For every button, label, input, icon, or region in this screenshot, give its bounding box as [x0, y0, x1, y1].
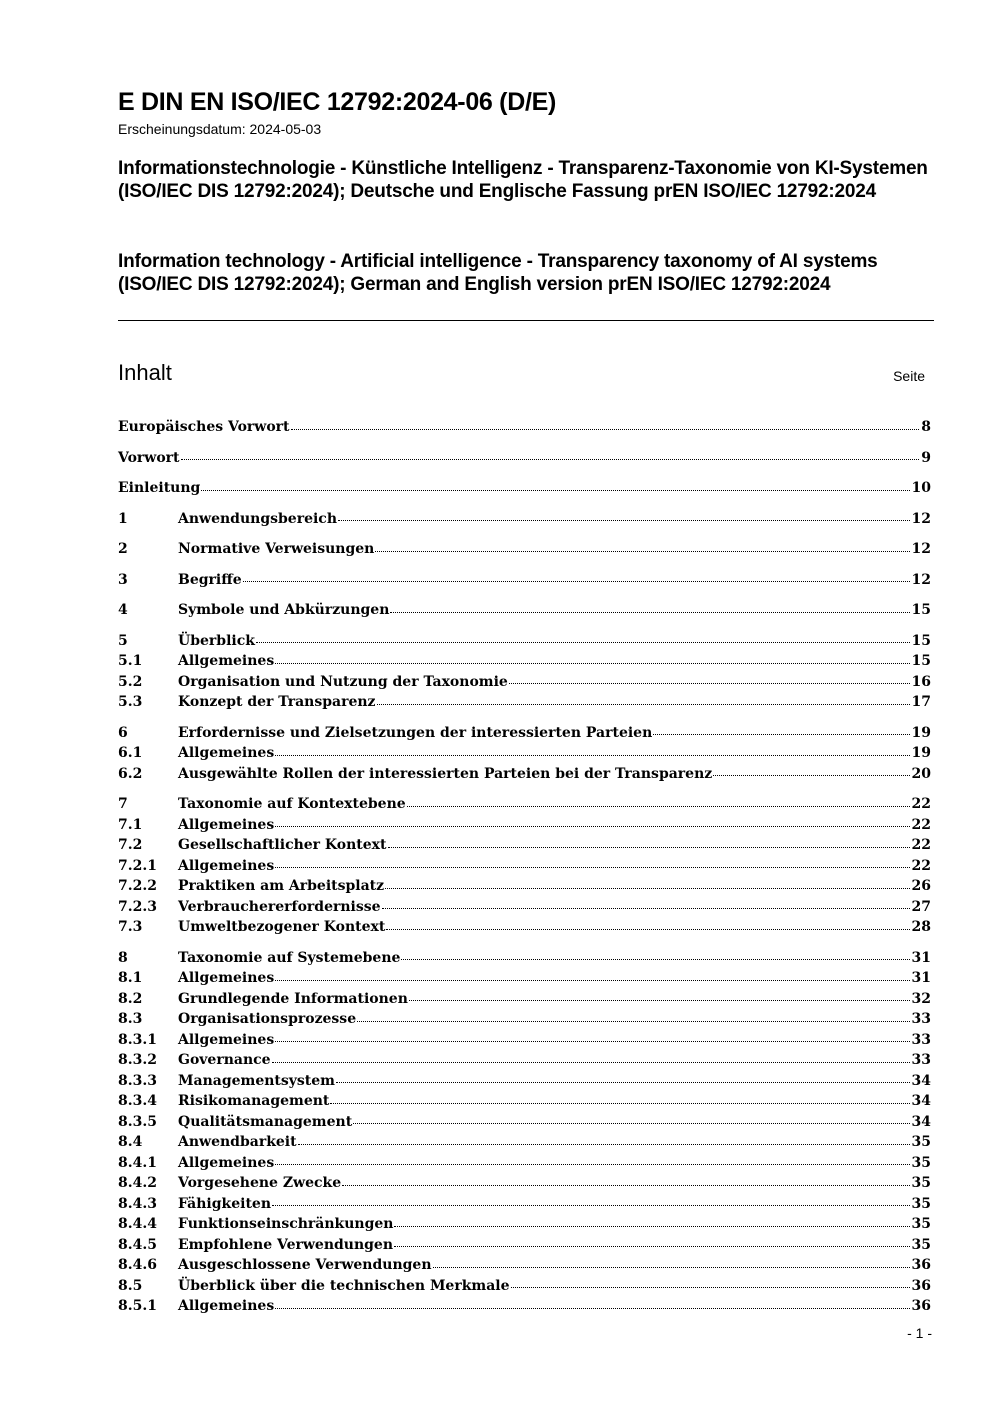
toc-entry-title: Allgemeines	[178, 1031, 275, 1048]
toc-entry-title: Allgemeines	[178, 970, 275, 986]
toc-leader-dots	[375, 551, 909, 552]
toc-entry[interactable]	[118, 815, 931, 836]
toc-entry-title: Qualitätsmanagement	[178, 1113, 353, 1130]
toc-leader-dots	[713, 775, 909, 776]
toc-entry-page: 8	[921, 419, 931, 435]
toc-leader-dots	[275, 1308, 909, 1309]
toc-leader-dots	[342, 1185, 909, 1186]
toc-entry-title: Umweltbezogener Kontext	[178, 919, 386, 935]
toc-leader-dots	[388, 847, 910, 848]
toc-entry-page: 33	[911, 1031, 931, 1048]
toc-entry-number: 6.1	[118, 745, 143, 761]
toc-leader-dots	[433, 1267, 910, 1268]
toc-entry-title: Anwendbarkeit	[178, 1134, 297, 1150]
page-number: - 1 -	[907, 1325, 932, 1341]
toc-entry-title: Begriffe	[178, 571, 242, 588]
toc-entry-number: 6.2	[118, 765, 143, 782]
toc-entry[interactable]	[118, 448, 931, 469]
toc-entry-page: 27	[911, 898, 931, 915]
toc-entry-title: Ausgeschlossene Verwendungen	[178, 1257, 432, 1273]
toc-entry-number: 8.4.5	[118, 1236, 157, 1253]
toc-entry-number: 8.5.1	[118, 1298, 157, 1314]
toc-entry-page: 28	[911, 919, 931, 935]
toc-entry[interactable]	[118, 1194, 931, 1215]
toc-entry-number: 7	[118, 796, 128, 812]
toc-entry[interactable]	[118, 897, 931, 918]
toc-entry[interactable]	[118, 1030, 931, 1051]
toc-leader-dots	[394, 1226, 909, 1227]
toc-entry[interactable]	[118, 672, 931, 693]
toc-entry-number: 8.4.1	[118, 1154, 157, 1171]
toc-leader-dots	[275, 867, 909, 868]
toc-entry-page: 36	[911, 1257, 931, 1273]
toc-entry-page: 35	[911, 1154, 931, 1171]
toc-leader-dots	[272, 1205, 910, 1206]
toc-entry[interactable]	[118, 968, 931, 989]
toc-entry-title: Vorwort	[118, 449, 180, 466]
toc-leader-dots	[394, 1246, 909, 1247]
table-of-contents	[118, 417, 931, 1317]
toc-entry-page: 12	[911, 510, 931, 527]
toc-entry-title: Allgemeines	[178, 1298, 275, 1314]
toc-entry[interactable]	[118, 723, 931, 744]
title-english: Information technology - Artificial intelligence - Transparency taxonomy of AI systems (ISO/IEC DIS 12792:2024); German and English version prEN ISO/IEC 12792:2024	[118, 251, 878, 295]
toc-entry-page: 35	[911, 1216, 931, 1232]
toc-entry-page: 31	[911, 949, 931, 966]
toc-entry-number: 5.1	[118, 653, 143, 669]
toc-entry-title: Taxonomie auf Systemebene	[178, 949, 401, 966]
toc-entry[interactable]	[118, 478, 931, 499]
toc-entry[interactable]	[118, 794, 931, 815]
toc-entry-title: Allgemeines	[178, 1154, 275, 1171]
toc-entry[interactable]	[118, 1132, 931, 1153]
toc-entry-number: 3	[118, 571, 128, 588]
toc-entry-number: 4	[118, 602, 128, 618]
toc-entry-number: 8.1	[118, 970, 143, 986]
toc-leader-dots	[336, 1082, 910, 1083]
toc-entry-title: Erfordernisse und Zielsetzungen der interessierten Parteien	[178, 724, 653, 741]
toc-entry-number: 7.3	[118, 919, 143, 935]
toc-entry[interactable]	[118, 417, 931, 438]
toc-leader-dots	[256, 642, 910, 643]
toc-entry-title: Vorgesehene Zwecke	[178, 1175, 342, 1191]
toc-entry-page: 10	[911, 480, 931, 496]
toc-entry-page: 16	[911, 673, 931, 690]
toc-leader-dots	[275, 755, 909, 756]
toc-entry[interactable]	[118, 835, 931, 856]
toc-entry-number: 8.4.6	[118, 1257, 157, 1273]
toc-entry[interactable]	[118, 509, 931, 530]
toc-entry-number: 1	[118, 510, 128, 527]
toc-entry-title: Verbrauchererfordernisse	[178, 898, 381, 915]
toc-entry-page: 12	[911, 541, 931, 557]
toc-leader-dots	[653, 734, 909, 735]
toc-leader-dots	[291, 429, 920, 430]
toc-leader-dots	[275, 663, 909, 664]
toc-entry-title: Europäisches Vorwort	[118, 419, 290, 435]
toc-entry-number: 8.5	[118, 1277, 143, 1294]
toc-entry-page: 19	[911, 724, 931, 741]
toc-leader-dots	[298, 1144, 910, 1145]
toc-entry[interactable]	[118, 764, 931, 785]
toc-entry[interactable]	[118, 539, 931, 560]
toc-entry-title: Überblick über die technischen Merkmale	[178, 1277, 510, 1294]
toc-leader-dots	[272, 1062, 910, 1063]
toc-entry-number: 8.3	[118, 1011, 143, 1027]
toc-entry-page: 22	[911, 816, 931, 833]
toc-entry-page: 26	[911, 878, 931, 894]
toc-entry-number: 7.1	[118, 816, 143, 833]
toc-entry-number: 8.3.3	[118, 1072, 157, 1089]
toc-entry-title: Ausgewählte Rollen der interessierten Parteien bei der Transparenz	[178, 765, 713, 782]
toc-entry-title: Organisationsprozesse	[178, 1011, 357, 1027]
toc-leader-dots	[275, 1164, 909, 1165]
toc-leader-dots	[353, 1123, 909, 1124]
toc-entry-number: 7.2	[118, 837, 143, 853]
toc-entry-page: 19	[911, 745, 931, 761]
toc-entry-number: 5.3	[118, 694, 143, 710]
toc-entry-number: 8	[118, 949, 128, 966]
toc-leader-dots	[382, 908, 910, 909]
toc-entry-number: 7.2.1	[118, 857, 157, 874]
toc-entry-page: 15	[911, 632, 931, 649]
toc-entry-title: Überblick	[178, 632, 255, 649]
toc-leader-dots	[330, 1103, 909, 1104]
toc-entry-title: Grundlegende Informationen	[178, 990, 408, 1007]
toc-entry-number: 8.4.3	[118, 1195, 157, 1212]
toc-leader-dots	[385, 888, 909, 889]
toc-entry[interactable]	[118, 1050, 931, 1071]
toc-entry[interactable]	[118, 917, 931, 938]
toc-entry-title: Risikomanagement	[178, 1093, 330, 1109]
toc-entry[interactable]	[118, 1173, 931, 1194]
toc-leader-dots	[377, 704, 910, 705]
toc-entry-title: Einleitung	[118, 480, 201, 496]
toc-entry-page: 33	[911, 1052, 931, 1068]
toc-leader-dots	[409, 1000, 910, 1001]
toc-entry-title: Normative Verweisungen	[178, 541, 375, 557]
toc-entry-page: 34	[911, 1093, 931, 1109]
toc-entry-page: 32	[911, 990, 931, 1007]
toc-entry[interactable]	[118, 570, 931, 591]
toc-entry-page: 35	[911, 1175, 931, 1191]
toc-entry-number: 8.4.4	[118, 1216, 157, 1232]
toc-entry-page: 22	[911, 857, 931, 874]
toc-page-label: Seite	[893, 368, 925, 384]
toc-entry-number: 6	[118, 724, 128, 741]
toc-entry-number: 8.4.2	[118, 1175, 157, 1191]
toc-entry-page: 17	[911, 694, 931, 710]
toc-heading: Inhalt	[118, 360, 172, 385]
toc-entry[interactable]	[118, 1071, 931, 1092]
toc-entry-number: 8.3.2	[118, 1052, 157, 1068]
toc-entry-title: Organisation und Nutzung der Taxonomie	[178, 673, 508, 690]
toc-entry-page: 35	[911, 1236, 931, 1253]
toc-entry-title: Konzept der Transparenz	[178, 694, 376, 710]
toc-entry-title: Allgemeines	[178, 816, 275, 833]
toc-entry-page: 15	[911, 653, 931, 669]
toc-leader-dots	[275, 980, 909, 981]
publication-date: Erscheinungsdatum: 2024-05-03	[118, 121, 322, 137]
toc-entry-number: 7.2.2	[118, 878, 157, 894]
toc-entry[interactable]	[118, 1009, 931, 1030]
toc-entry-title: Praktiken am Arbeitsplatz	[178, 878, 385, 894]
toc-entry-title: Allgemeines	[178, 745, 275, 761]
toc-entry[interactable]	[118, 1276, 931, 1297]
toc-leader-dots	[181, 459, 920, 460]
toc-entry-title: Gesellschaftlicher Kontext	[178, 837, 387, 853]
toc-entry-page: 31	[911, 970, 931, 986]
toc-entry-number: 5	[118, 632, 128, 649]
toc-entry[interactable]	[118, 1214, 931, 1235]
toc-entry[interactable]	[118, 876, 931, 897]
toc-entry-title: Allgemeines	[178, 857, 275, 874]
toc-leader-dots	[243, 581, 910, 582]
toc-entry[interactable]	[118, 743, 931, 764]
toc-entry-page: 15	[911, 602, 931, 618]
toc-leader-dots	[386, 929, 909, 930]
toc-entry[interactable]	[118, 1255, 931, 1276]
toc-leader-dots	[390, 612, 909, 613]
toc-leader-dots	[275, 1041, 909, 1042]
toc-entry[interactable]	[118, 631, 931, 652]
title-german: Informationstechnologie - Künstliche Intelligenz - Transparenz-Taxonomie von KI-Systemen (ISO/IEC DIS 12792:2024); Deutsche und Englische Fassung prEN ISO/IEC 12792:2024	[118, 158, 928, 202]
toc-entry[interactable]	[118, 1112, 931, 1133]
toc-entry-page: 34	[911, 1113, 931, 1130]
toc-entry-title: Empfohlene Verwendungen	[178, 1236, 394, 1253]
toc-entry-number: 2	[118, 541, 128, 557]
toc-entry-page: 35	[911, 1134, 931, 1150]
toc-entry-title: Allgemeines	[178, 653, 275, 669]
toc-entry-number: 8.2	[118, 990, 143, 1007]
toc-leader-dots	[401, 959, 909, 960]
toc-entry[interactable]	[118, 600, 931, 621]
toc-entry-number: 8.3.4	[118, 1093, 157, 1109]
toc-entry-number: 8.3.5	[118, 1113, 157, 1130]
toc-entry-page: 36	[911, 1298, 931, 1314]
toc-entry-page: 33	[911, 1011, 931, 1027]
document-id: E DIN EN ISO/IEC 12792:2024-06 (D/E)	[118, 88, 556, 116]
toc-entry-title: Taxonomie auf Kontextebene	[178, 796, 406, 812]
toc-leader-dots	[407, 806, 910, 807]
toc-entry[interactable]	[118, 856, 931, 877]
toc-entry[interactable]	[118, 1091, 931, 1112]
toc-leader-dots	[511, 1287, 910, 1288]
toc-entry-number: 7.2.3	[118, 898, 157, 915]
toc-leader-dots	[338, 520, 910, 521]
toc-entry-page: 20	[911, 765, 931, 782]
toc-entry-number: 8.3.1	[118, 1031, 157, 1048]
toc-entry-title: Symbole und Abkürzungen	[178, 602, 390, 618]
toc-entry[interactable]	[118, 1296, 931, 1317]
toc-entry-page: 22	[911, 796, 931, 812]
header-divider	[118, 320, 934, 321]
toc-entry[interactable]	[118, 692, 931, 713]
toc-entry-title: Managementsystem	[178, 1072, 335, 1089]
toc-entry-page: 22	[911, 837, 931, 853]
toc-entry[interactable]	[118, 651, 931, 672]
toc-entry-title: Anwendungsbereich	[178, 510, 337, 527]
toc-entry[interactable]	[118, 1153, 931, 1174]
toc-leader-dots	[275, 826, 909, 827]
toc-leader-dots	[201, 490, 909, 491]
toc-leader-dots	[509, 683, 910, 684]
toc-entry-page: 35	[911, 1195, 931, 1212]
toc-entry-page: 36	[911, 1277, 931, 1294]
toc-entry[interactable]	[118, 1235, 931, 1256]
toc-entry[interactable]	[118, 989, 931, 1010]
toc-entry-title: Fähigkeiten	[178, 1195, 272, 1212]
toc-entry-number: 5.2	[118, 673, 143, 690]
toc-entry-page: 12	[911, 571, 931, 588]
toc-entry-page: 9	[921, 449, 931, 466]
toc-entry-page: 34	[911, 1072, 931, 1089]
toc-leader-dots	[357, 1021, 909, 1022]
toc-entry-number: 8.4	[118, 1134, 143, 1150]
toc-entry-title: Governance	[178, 1052, 271, 1068]
toc-entry[interactable]	[118, 948, 931, 969]
toc-entry-title: Funktionseinschränkungen	[178, 1216, 394, 1232]
